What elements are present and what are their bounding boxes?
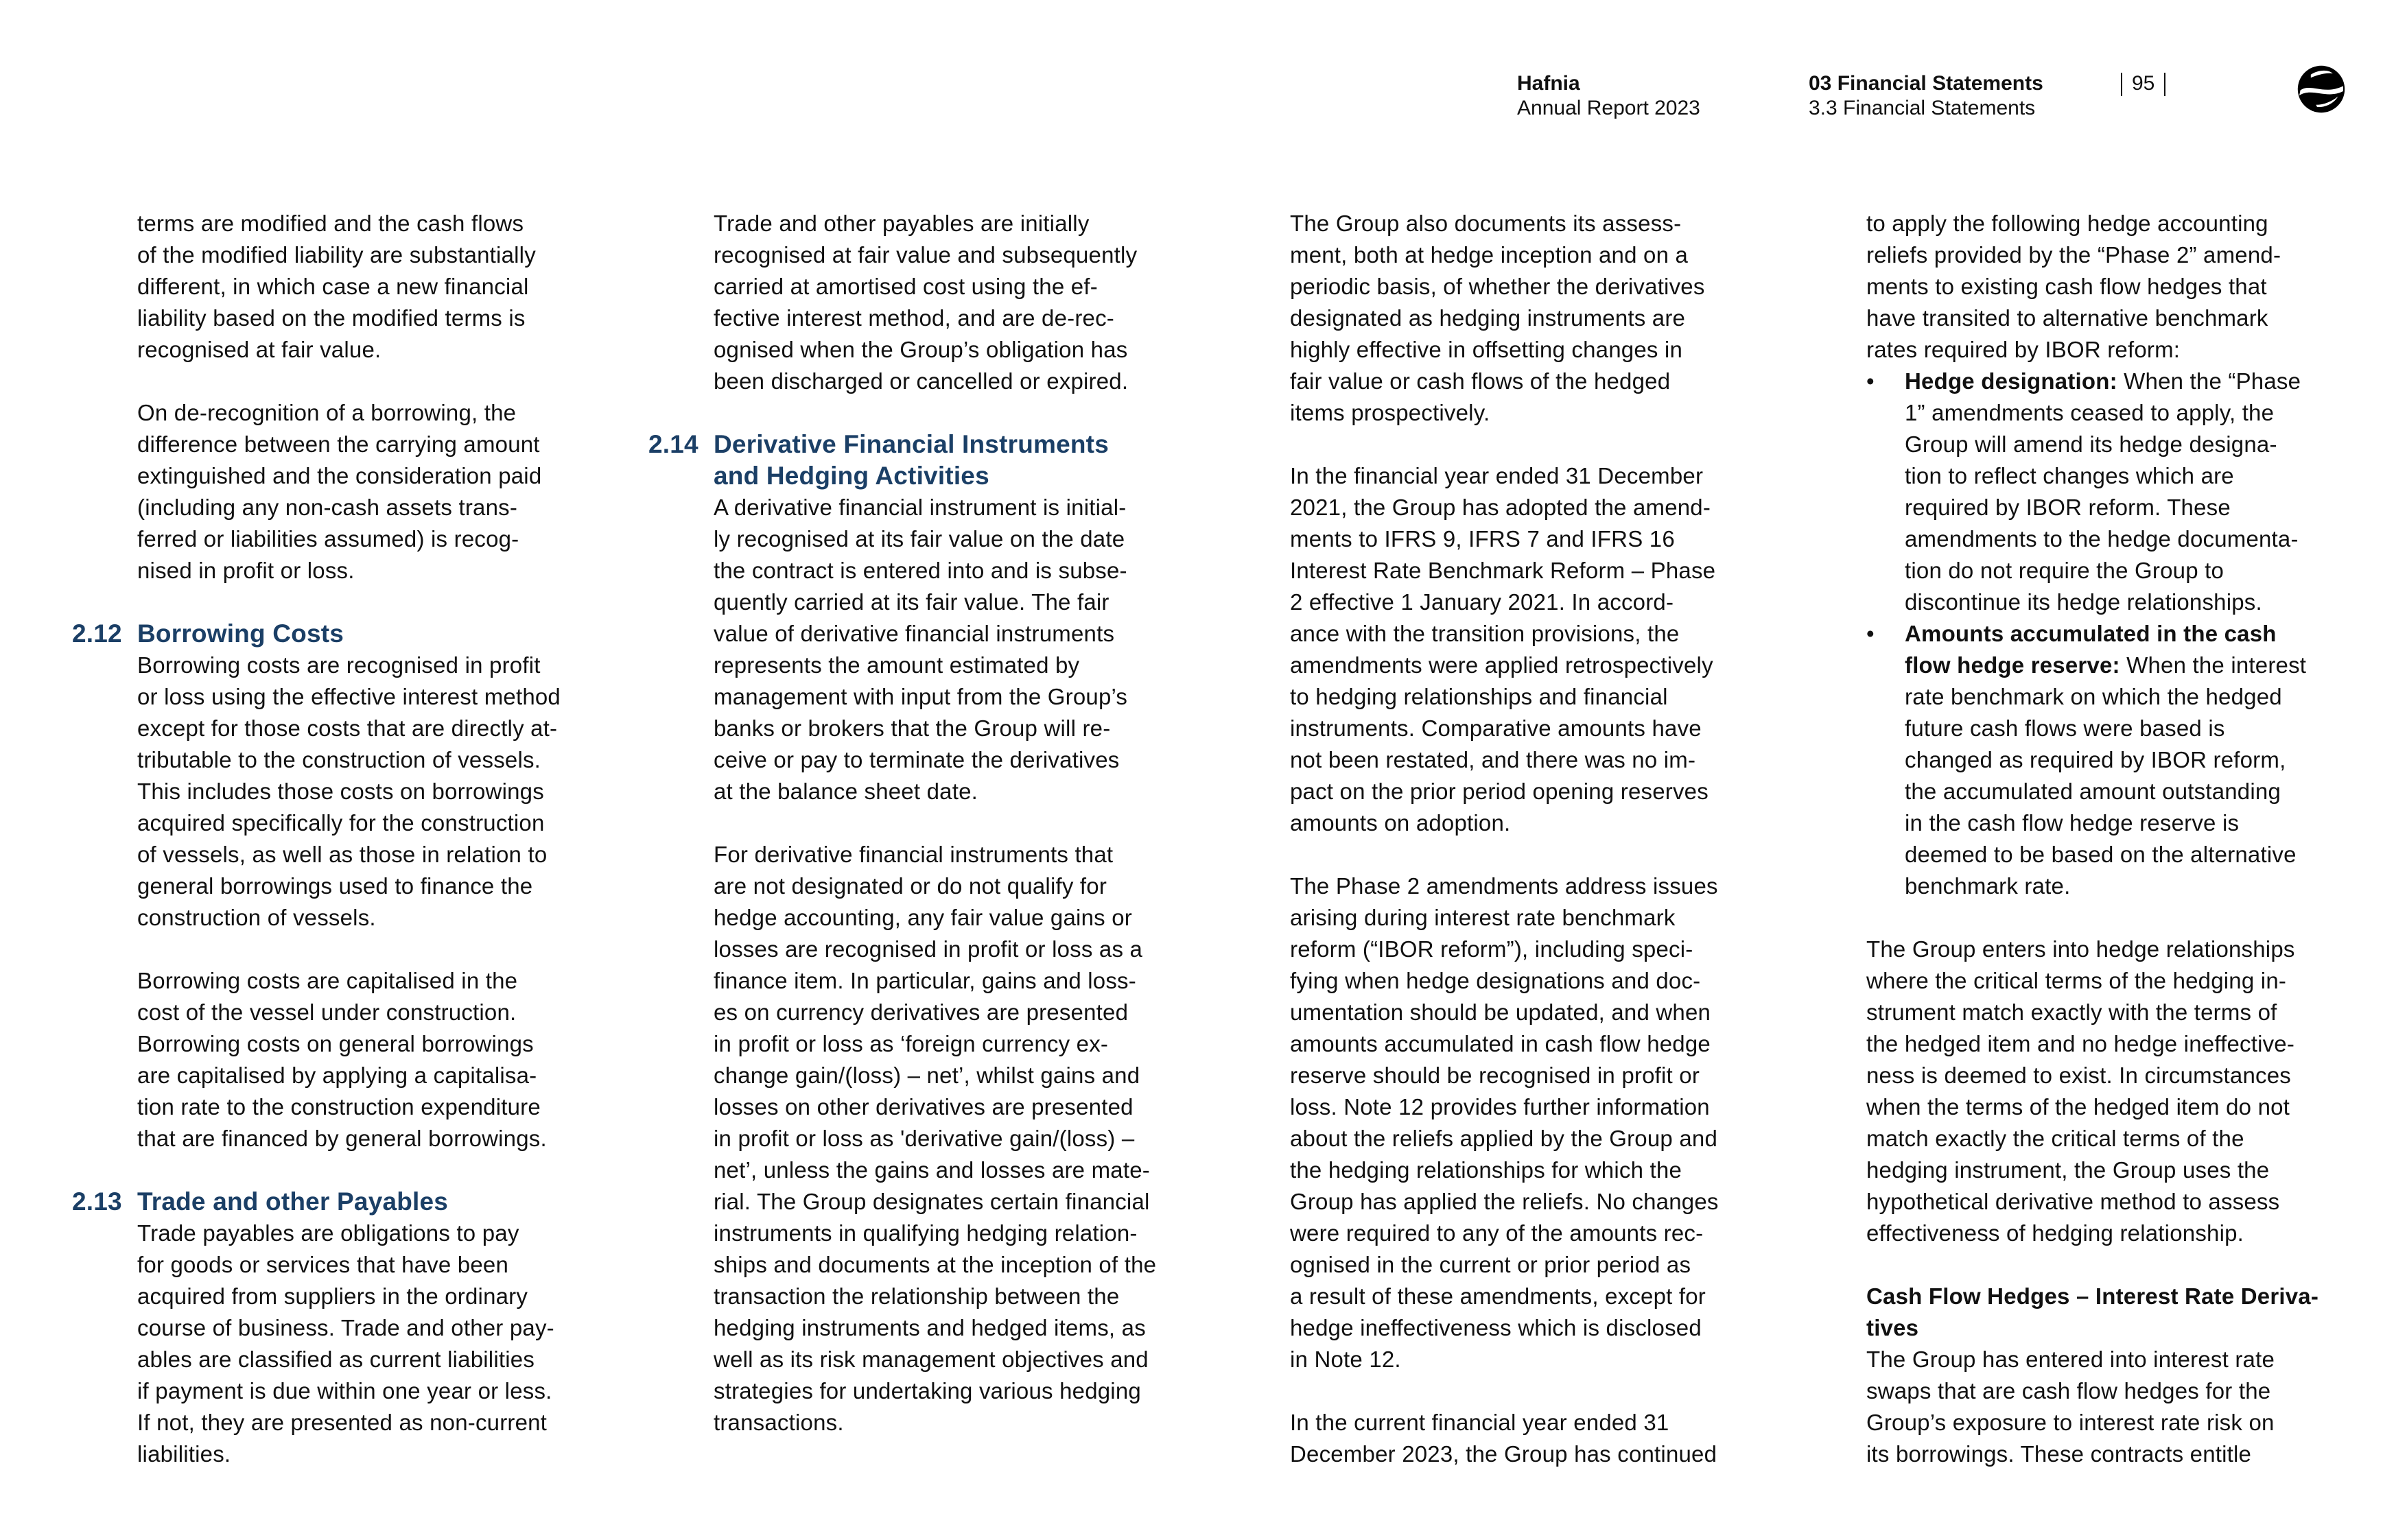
paragraph <box>1866 934 2347 1249</box>
text-line: to apply the following hedge accounting <box>1866 211 2268 236</box>
section-number: 2.14 <box>648 430 698 458</box>
text-line: Borrowing costs are recognised in profit <box>137 652 541 678</box>
text-line: strategies for undertaking various hedging <box>714 1378 1141 1403</box>
bullet-term: Hedge designation: <box>1905 368 2117 394</box>
text-line: the accumulated amount outstanding <box>1905 779 2281 804</box>
section-title: Derivative Financial Instruments <box>714 430 1109 458</box>
text-line: are capitalised by applying a capitalisa- <box>137 1063 537 1088</box>
paragraph <box>1866 1344 2347 1470</box>
text-line: general borrowings used to finance the <box>137 873 533 899</box>
hafnia-logo-icon <box>2295 63 2347 115</box>
text-line: about the reliefs applied by the Group and <box>1290 1126 1717 1151</box>
text-line: value of derivative financial instruments <box>714 621 1115 646</box>
text-line: in profit or loss as 'derivative gain/(loss) – <box>714 1126 1135 1151</box>
column-1 <box>72 208 618 1470</box>
text-line: well as its risk management objectives and <box>714 1347 1149 1372</box>
text-line: In the current financial year ended 31 <box>1290 1410 1669 1435</box>
text-line: to hedging relationships and financial <box>1290 684 1668 709</box>
text-line: where the critical terms of the hedging in- <box>1866 968 2287 993</box>
text-line: nised in profit or loss. <box>137 558 355 583</box>
section-title: 03 Financial Statements <box>1809 72 2043 95</box>
section-number: 2.13 <box>72 1187 122 1216</box>
text-line: amendments to the hedge documenta- <box>1905 526 2299 552</box>
text-line: pact on the prior period opening reserves <box>1290 779 1709 804</box>
text-line: liability based on the modified terms is <box>137 305 526 331</box>
bullet-cash-flow-hedge-reserve: • Amounts accumulated in the cash flow hedge reserve: When the interest rate benchmark on which the hedged future cash flows were based is changed as required by IBOR reform, the accumulated amount outstanding in the cash flow hedge reserve is deemed to be based on the alternative benchmark rate. <box>1866 618 2347 902</box>
bullet-term: flow hedge reserve: <box>1905 652 2120 678</box>
text-line: cost of the vessel under construction. <box>137 999 517 1025</box>
section-title: and Hedging Activities <box>714 462 989 490</box>
text-line: required by IBOR reform. These <box>1905 495 2231 520</box>
text-line: tion rate to the construction expenditure <box>137 1094 541 1120</box>
text-line: the contract is entered into and is subse- <box>714 558 1127 583</box>
text-line: tributable to the construction of vessels. <box>137 747 541 772</box>
text-line: amounts on adoption. <box>1290 810 1511 836</box>
text-line: hedging instruments and hedged items, as <box>714 1315 1146 1340</box>
paragraph <box>137 650 618 934</box>
page-divider-right <box>2164 73 2165 96</box>
text-line: hedging instrument, the Group uses the <box>1866 1157 2270 1183</box>
text-line: in the cash flow hedge reserve is <box>1905 810 2240 836</box>
text-line: a result of these amendments, except for <box>1290 1283 1706 1309</box>
text-line: arising during interest rate benchmark <box>1290 905 1676 930</box>
text-line: at the balance sheet date. <box>714 779 978 804</box>
text-line: Group’s exposure to interest rate risk on <box>1866 1410 2275 1435</box>
text-line: different, in which case a new financial <box>137 274 529 299</box>
text-line: rates required by IBOR reform: <box>1866 337 2181 362</box>
text-line: strument match exactly with the terms of <box>1866 999 2277 1025</box>
text-line: extinguished and the consideration paid <box>137 463 542 488</box>
text-line: Borrowing costs on general borrowings <box>137 1031 534 1056</box>
text-line: fective interest method, and are de-rec- <box>714 305 1114 331</box>
text-line: 1” amendments ceased to apply, the <box>1905 400 2275 425</box>
column-3 <box>1290 208 1770 1470</box>
paragraph <box>137 965 618 1154</box>
text-line: of vessels, as well as those in relation to <box>137 842 548 867</box>
text-line: hedge accounting, any fair value gains or <box>714 905 1132 930</box>
page-number-box <box>2111 71 2175 96</box>
text-line: instruments. Comparative amounts have <box>1290 715 1702 741</box>
text-line: changed as required by IBOR reform, <box>1905 747 2286 772</box>
text-line: banks or brokers that the Group will re- <box>714 715 1111 741</box>
text-line: items prospectively. <box>1290 400 1490 425</box>
text-line: The Group enters into hedge relationships <box>1866 936 2295 962</box>
text-line: recognised at fair value. <box>137 337 381 362</box>
text-line: Borrowing costs are capitalised in the <box>137 968 518 993</box>
column-4 <box>1866 208 2347 1470</box>
paragraph <box>1290 460 1770 839</box>
bullet-icon: • <box>1866 368 1875 394</box>
section-heading-2-12 <box>72 618 618 650</box>
text-line: course of business. Trade and other pay- <box>137 1315 554 1340</box>
company-name: Hafnia <box>1517 72 1580 95</box>
text-line: The Group also documents its assess- <box>1290 211 1682 236</box>
text-line: tion do not require the Group to <box>1905 558 2224 583</box>
text-line: designated as hedging instruments are <box>1290 305 1686 331</box>
text-line: reform (“IBOR reform”), including speci- <box>1290 936 1693 962</box>
subheading-cont: tives <box>1866 1315 1919 1340</box>
text-line: future cash flows were based is <box>1905 715 2225 741</box>
text-line: that are financed by general borrowings. <box>137 1126 547 1151</box>
text-line: net’, unless the gains and losses are mate- <box>714 1157 1150 1183</box>
section-heading-2-14-cont <box>714 460 1194 492</box>
text-line: are not designated or do not qualify for <box>714 873 1107 899</box>
text-line: in profit or loss as ‘foreign currency ex- <box>714 1031 1109 1056</box>
text-line: This includes those costs on borrowings <box>137 779 544 804</box>
section-heading-2-14 <box>648 429 1194 460</box>
paragraph <box>1866 208 2347 366</box>
text-line: hedge ineffectiveness which is disclosed <box>1290 1315 1702 1340</box>
text-line: deemed to be based on the alternative <box>1905 842 2297 867</box>
paragraph <box>1290 1407 1770 1470</box>
text-line: ships and documents at the inception of the <box>714 1252 1157 1277</box>
text-line: losses on other derivatives are presented <box>714 1094 1134 1120</box>
text-line: December 2023, the Group has continued <box>1290 1441 1717 1467</box>
text-line: ables are classified as current liabilities <box>137 1347 535 1372</box>
text-line: acquired specifically for the construction <box>137 810 545 836</box>
text-line: amounts accumulated in cash flow hedge <box>1290 1031 1711 1056</box>
paragraph <box>714 839 1194 1438</box>
text-line: losses are recognised in profit or loss as a <box>714 936 1143 962</box>
text-line: terms are modified and the cash flows <box>137 211 524 236</box>
text-line: The Group has entered into interest rate <box>1866 1347 2275 1372</box>
text-line: not been restated, and there was no im- <box>1290 747 1696 772</box>
text-line: recognised at fair value and subsequently <box>714 242 1138 268</box>
text-line: Group has applied the reliefs. No changes <box>1290 1189 1719 1214</box>
text-line: periodic basis, of whether the derivatives <box>1290 274 1705 299</box>
text-line: ly recognised at its fair value on the date <box>714 526 1125 552</box>
text-line: its borrowings. These contracts entitle <box>1866 1441 2252 1467</box>
text-line: reserve should be recognised in profit or <box>1290 1063 1700 1088</box>
subheading: Cash Flow Hedges – Interest Rate Deriva- <box>1866 1283 2319 1309</box>
text-line: were required to any of the amounts rec- <box>1290 1220 1704 1246</box>
section-breadcrumb <box>1809 71 2043 121</box>
column-2 <box>648 208 1194 1438</box>
text-line: the hedging relationships for which the <box>1290 1157 1682 1183</box>
text-line: ments to IFRS 9, IFRS 7 and IFRS 16 <box>1290 526 1675 552</box>
bullet-term: Amounts accumulated in the cash <box>1905 621 2277 646</box>
paragraph <box>137 1218 618 1470</box>
text-line: transaction the relationship between the <box>714 1283 1120 1309</box>
text-line: umentation should be updated, and when <box>1290 999 1711 1025</box>
text-line: match exactly the critical terms of the <box>1866 1126 2244 1151</box>
text-line: of the modified liability are substantially <box>137 242 536 268</box>
text-line: The Phase 2 amendments address issues <box>1290 873 1718 899</box>
report-title: Annual Report 2023 <box>1517 97 1700 119</box>
text-line: acquired from suppliers in the ordinary <box>137 1283 528 1309</box>
text-line: represents the amount estimated by <box>714 652 1080 678</box>
section-title: Trade and other Payables <box>137 1187 449 1216</box>
text-line: effectiveness of hedging relationship. <box>1866 1220 2244 1246</box>
section-number: 2.12 <box>72 619 122 648</box>
text-line: been discharged or cancelled or expired. <box>714 368 1129 394</box>
paragraph <box>137 208 618 366</box>
report-identity <box>1517 71 1700 121</box>
text-line: A derivative financial instrument is initial- <box>714 495 1127 520</box>
text-line: liabilities. <box>137 1441 231 1467</box>
text-line: 2 effective 1 January 2021. In accord- <box>1290 589 1674 615</box>
text-line: discontinue its hedge relationships. <box>1905 589 2262 615</box>
text-line: fying when hedge designations and doc- <box>1290 968 1701 993</box>
text-line: ness is deemed to exist. In circumstances <box>1866 1063 2291 1088</box>
text-line: In the financial year ended 31 December <box>1290 463 1704 488</box>
paragraph <box>714 208 1194 397</box>
text-line: the hedged item and no hedge ineffective- <box>1866 1031 2295 1056</box>
text-line: fair value or cash flows of the hedged <box>1290 368 1671 394</box>
subsection-title: 3.3 Financial Statements <box>1809 97 2036 119</box>
text-line: On de-recognition of a borrowing, the <box>137 400 517 425</box>
text-line: amendments were applied retrospectively <box>1290 652 1713 678</box>
text-line: construction of vessels. <box>137 905 376 930</box>
text-line: if payment is due within one year or less. <box>137 1378 552 1403</box>
section-heading-2-13 <box>72 1186 618 1218</box>
text-line: 2021, the Group has adopted the amend- <box>1290 495 1711 520</box>
section-title: Borrowing Costs <box>137 619 344 648</box>
text-line: when the terms of the hedged item do not <box>1866 1094 2290 1120</box>
text-line: ment, both at hedge inception and on a <box>1290 242 1689 268</box>
text-line: for goods or services that have been <box>137 1252 509 1277</box>
text-line: ognised in the current or prior period as <box>1290 1252 1691 1277</box>
paragraph <box>1290 208 1770 429</box>
paragraph <box>714 492 1194 807</box>
text-line: management with input from the Group’s <box>714 684 1128 709</box>
paragraph <box>1290 870 1770 1375</box>
text-line: difference between the carrying amount <box>137 431 540 457</box>
text-line: hypothetical derivative method to assess <box>1866 1189 2280 1214</box>
text-line: reliefs provided by the “Phase 2” amend- <box>1866 242 2281 268</box>
text-line: es on currency derivatives are presented <box>714 999 1129 1025</box>
text-line: For derivative financial instruments that <box>714 842 1114 867</box>
bullet-hedge-designation: • Hedge designation: When the “Phase 1” amendments ceased to apply, the Group will amend its hedge designa- tion to reflect changes which are required by IBOR reform. These amendments to the hedge documenta- tion do not require the Group to discontinue its hedge relationships. <box>1866 366 2347 618</box>
text-line: carried at amortised cost using the ef- <box>714 274 1098 299</box>
text-line: ments to existing cash flow hedges that <box>1866 274 2267 299</box>
text-line: in Note 12. <box>1290 1347 1401 1372</box>
text-line: loss. Note 12 provides further information <box>1290 1094 1710 1120</box>
text-line: change gain/(loss) – net’, whilst gains and <box>714 1063 1140 1088</box>
text-line: benchmark rate. <box>1905 873 2071 899</box>
text-line: Interest Rate Benchmark Reform – Phase <box>1290 558 1716 583</box>
text-line: Trade payables are obligations to pay <box>137 1220 519 1246</box>
text-line: or loss using the effective interest method <box>137 684 561 709</box>
text-line: instruments in qualifying hedging relation- <box>714 1220 1138 1246</box>
text-line: except for those costs that are directly at- <box>137 715 558 741</box>
text-line: quently carried at its fair value. The fair <box>714 589 1109 615</box>
bullet-icon: • <box>1866 621 1875 646</box>
text-line: ceive or pay to terminate the derivatives <box>714 747 1120 772</box>
text-line: tion to reflect changes which are <box>1905 463 2234 488</box>
text-line: highly effective in offsetting changes in <box>1290 337 1683 362</box>
text-line: ance with the transition provisions, the <box>1290 621 1680 646</box>
text-line: (including any non-cash assets trans- <box>137 495 518 520</box>
text-line: rial. The Group designates certain financial <box>714 1189 1150 1214</box>
text-line: rate benchmark on which the hedged <box>1905 684 2282 709</box>
text-line: transactions. <box>714 1410 844 1435</box>
text-line: ognised when the Group’s obligation has <box>714 337 1128 362</box>
text-line: Group will amend its hedge designa- <box>1905 431 2277 457</box>
paragraph <box>137 397 618 587</box>
text-line: Trade and other payables are initially <box>714 211 1090 236</box>
page-number: 95 <box>2132 72 2155 95</box>
page-divider-left <box>2121 73 2122 96</box>
text-line: If not, they are presented as non-current <box>137 1410 548 1435</box>
text-line: ferred or liabilities assumed) is recog- <box>137 526 519 552</box>
text-line: have transited to alternative benchmark <box>1866 305 2268 331</box>
text-line: swaps that are cash flow hedges for the <box>1866 1378 2271 1403</box>
text-line: finance item. In particular, gains and loss- <box>714 968 1136 993</box>
